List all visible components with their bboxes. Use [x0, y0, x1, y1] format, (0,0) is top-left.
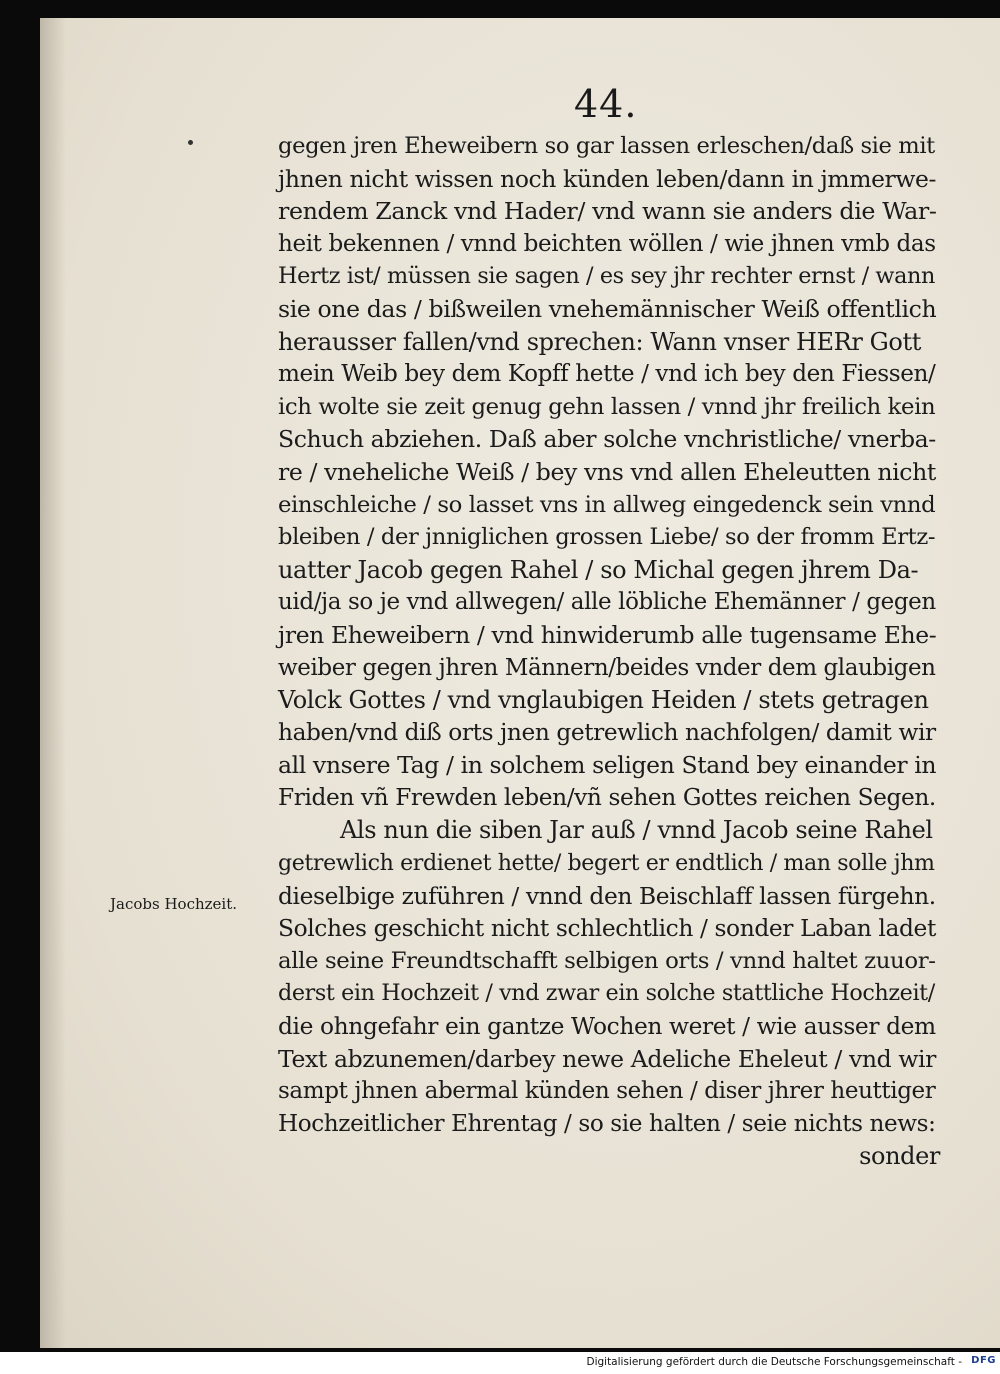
text-line: uid/ja so je vnd allwegen/ alle löbliche Ehemänner / gegen — [278, 589, 936, 616]
text-line: Solches geschicht nicht schlechtlich / sonder Laban ladet — [278, 914, 936, 943]
text-line: getrewlich erdienet hette/ begert er endtlich / man solle jhm — [278, 850, 935, 877]
funding-notice: Digitalisierung gefördert durch die Deutsche Forschungsgemeinschaft - — [586, 1356, 962, 1368]
text-line: jren Eheweibern / vnd hinwiderumb alle tugensame Ehe- — [278, 620, 937, 649]
text-line: uatter Jacob gegen Rahel / so Michal gegen jhrem Da- — [278, 555, 919, 584]
text-line: derst ein Hochzeit / vnd zwar ein solche stattliche Hochzeit/ — [278, 980, 935, 1007]
text-line: re / vneheliche Weiß / bey vns vnd allen Eheleutten nicht — [278, 457, 936, 486]
text-line: Volck Gottes / vnd vnglaubigen Heiden / stets getragen — [278, 686, 929, 715]
text-line: Als nun die siben Jar auß / vnnd Jacob seine Rahel — [340, 816, 933, 845]
page-gutter-shadow — [40, 18, 66, 1348]
text-line: mein Weib bey dem Kopff hette / vnd ich bey den Fiessen/ — [278, 361, 936, 388]
text-line: Schuch abziehen. Daß aber solche vnchristliche/ vnerba- — [278, 425, 936, 454]
ink-dot — [188, 140, 193, 145]
text-line: ich wolte sie zeit genug gehn lassen / vnnd jhr freilich kein — [278, 393, 936, 420]
text-line: bleiben / der jnniglichen grossen Liebe/ so der fromm Ertz- — [278, 524, 936, 551]
marginal-note: Jacobs Hochzeit. — [110, 895, 238, 913]
text-line: all vnsere Tag / in solchem seligen Stand bey einander in — [278, 751, 937, 780]
text-line: weiber gegen jhren Männern/beides vnder dem glaubigen — [278, 654, 936, 681]
dfg-logo: DFG — [971, 1355, 996, 1366]
text-line: die ohngefahr ein gantze Wochen weret / wie ausser dem — [278, 1012, 936, 1041]
text-line: heit bekennen / vnnd beichten wöllen / wie jhnen vmb das — [278, 230, 936, 257]
text-line: Hertz ist/ müssen sie sagen / es sey jhr rechter ernst / wann — [278, 263, 935, 290]
footer-bar — [0, 1352, 1000, 1374]
text-line: jhnen nicht wissen noch künden leben/dann in jmmerwe- — [278, 164, 937, 193]
text-line: Hochzeitlicher Ehrentag / so sie halten / seie nichts news: — [278, 1110, 936, 1137]
text-line: rendem Zanck vnd Hader/ vnd wann sie anders die War- — [278, 197, 937, 226]
text-line: gegen jren Eheweibern so gar lassen erleschen/daß sie mit — [278, 133, 935, 159]
text-line: herausser fallen/vnd sprechen: Wann vnser HERr Gott — [278, 327, 921, 356]
text-line: alle seine Freundtschafft selbigen orts / vnnd haltet zuuor- — [278, 947, 936, 974]
text-line: Friden vñ Frewden leben/vñ sehen Gottes reichen Segen. — [278, 783, 936, 811]
text-line: Text abzunemen/darbey newe Adeliche Eheleut / vnd wir — [278, 1044, 937, 1073]
page-number: 44. — [574, 82, 638, 126]
text-line: sie one das / bißweilen vnehemännischer Weiß offentlich — [278, 294, 937, 323]
text-line: dieselbige zuführen / vnnd den Beischlaff lassen fürgehn. — [278, 881, 936, 910]
text-line: einschleiche / so lasset vns in allweg eingedenck sein vnnd — [278, 491, 936, 518]
text-line: sampt jhnen abermal künden sehen / diser jhrer heuttiger — [278, 1078, 936, 1105]
body-text — [278, 130, 940, 1173]
catchword: sonder — [859, 1142, 940, 1171]
text-line: haben/vnd diß orts jnen getrewlich nachfolgen/ damit wir — [278, 718, 936, 746]
